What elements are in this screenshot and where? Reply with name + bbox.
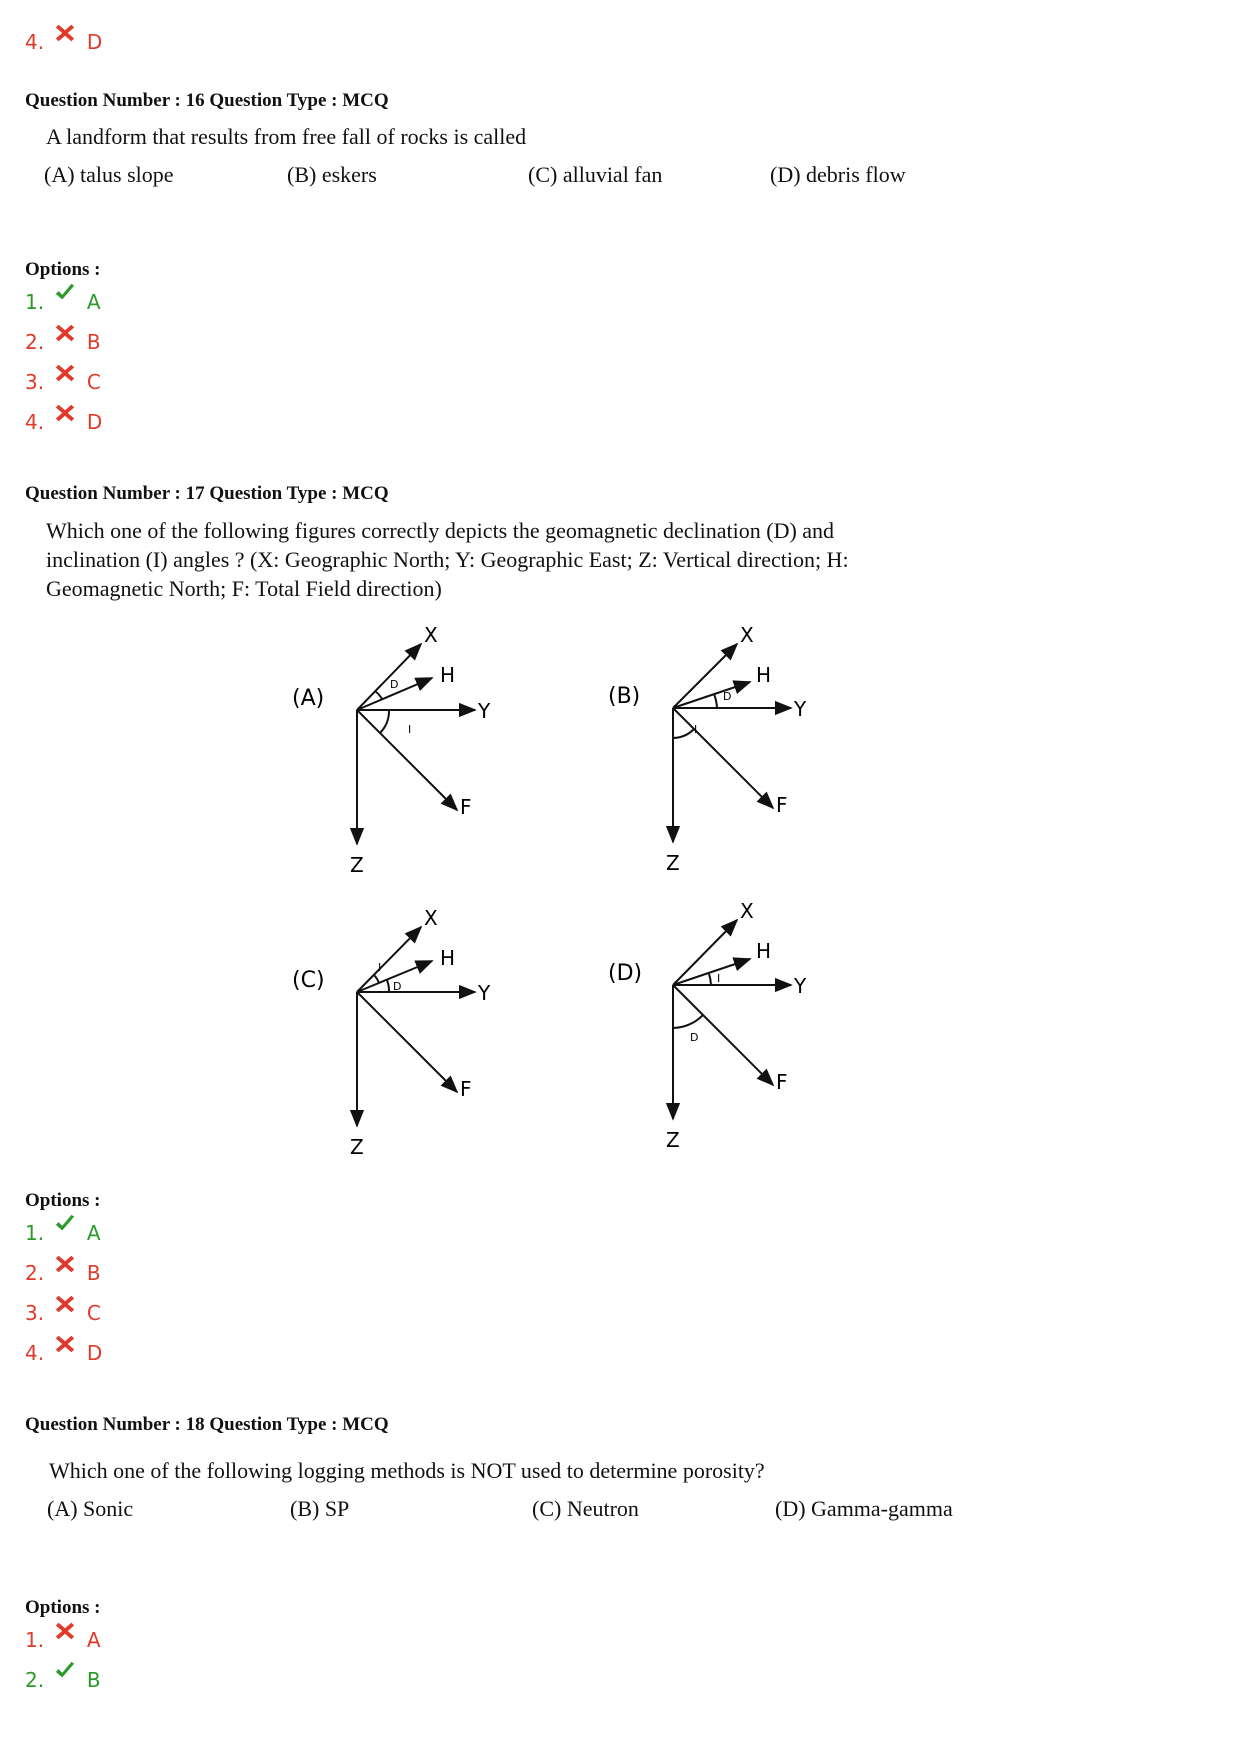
axis-y-label: Y	[478, 699, 491, 723]
cross-icon	[54, 1253, 76, 1275]
axis-x-label: X	[424, 906, 438, 930]
question-text-line: Which one of the following figures correctly depicts the geomagnetic declination (D) and	[46, 518, 835, 543]
figure-label: (B)	[608, 684, 641, 709]
angle-arc-upper	[709, 974, 711, 985]
option-label: D	[86, 1340, 103, 1365]
cross-icon	[54, 322, 76, 344]
axis-x-label: X	[740, 899, 754, 923]
axis-f-arrow	[673, 708, 773, 808]
axis-z-label: Z	[350, 853, 364, 877]
cross-icon	[54, 362, 76, 384]
axis-y-label: Y	[794, 697, 807, 721]
axis-h-label: H	[440, 663, 456, 687]
cross-icon	[54, 22, 76, 44]
angle-arc-lower	[673, 1015, 703, 1028]
angle-arc-upper	[714, 694, 717, 708]
option-item	[25, 408, 102, 436]
choice-a: (A) talus slope	[44, 162, 174, 187]
figure-label: (C)	[292, 968, 325, 993]
question-text: Which one of the following logging methods is NOT used to determine porosity?	[49, 1458, 765, 1483]
axis-z-label: Z	[666, 851, 680, 875]
axis-f-label: F	[460, 795, 472, 819]
option-label: D	[86, 409, 103, 434]
axis-h-label: H	[756, 939, 772, 963]
axis-f-label: F	[776, 793, 788, 817]
option-label: A	[86, 289, 101, 314]
options-heading: Options :	[25, 1190, 101, 1211]
angle-upper-label: I	[717, 972, 721, 985]
question-header: Question Number : 17 Question Type : MCQ	[25, 483, 389, 504]
angle-arc-upper	[374, 975, 379, 983]
check-icon	[54, 282, 76, 304]
option-number: 2.	[25, 329, 45, 354]
cross-icon	[54, 402, 76, 424]
axis-f-arrow	[357, 992, 457, 1092]
option-label: B	[86, 329, 101, 354]
choice-c: (C) alluvial fan	[528, 162, 663, 187]
axis-h-arrow	[673, 682, 750, 708]
option-label: C	[86, 1300, 101, 1325]
choice-b: (B) SP	[290, 1496, 350, 1521]
check-icon	[54, 1660, 76, 1682]
option-item	[25, 1626, 101, 1654]
cross-icon	[54, 1293, 76, 1315]
figure-d	[596, 896, 836, 1166]
axis-f-arrow	[673, 985, 773, 1085]
axis-f-label: F	[776, 1070, 788, 1094]
choice-d: (D) debris flow	[770, 162, 906, 187]
axis-h-label: H	[756, 663, 772, 687]
option-number: 4.	[25, 1340, 45, 1365]
option-label: B	[86, 1260, 101, 1285]
axis-z-label: Z	[666, 1128, 680, 1152]
figure-label: (A)	[292, 686, 325, 711]
figure-b	[596, 620, 836, 890]
option-number: 3.	[25, 369, 45, 394]
angle-arc-lower	[673, 729, 694, 738]
options-heading: Options :	[25, 259, 101, 280]
question-text-line: Geomagnetic North; F: Total Field direction)	[46, 576, 442, 601]
axis-z-label: Z	[350, 1135, 364, 1159]
option-label: B	[86, 1667, 101, 1692]
option-number: 4.	[25, 409, 45, 434]
angle-lower-label: I	[408, 723, 412, 736]
angle-upper-label: D	[390, 678, 399, 691]
axis-y-label: Y	[478, 981, 491, 1005]
angle-lower-label: D	[690, 1031, 699, 1044]
cross-icon	[54, 1620, 76, 1642]
axis-x-arrow	[357, 644, 421, 710]
choice-d: (D) Gamma-gamma	[775, 1496, 953, 1521]
option-number: 2.	[25, 1667, 45, 1692]
angle-upper-label: D	[723, 690, 732, 703]
option-label: A	[86, 1627, 101, 1652]
choice-c: (C) Neutron	[532, 1496, 639, 1521]
check-icon	[54, 1213, 76, 1235]
axis-x-label: X	[424, 623, 438, 647]
axis-f-label: F	[460, 1077, 472, 1101]
angle-upper-label: I	[378, 961, 382, 974]
angle-arc-lower	[380, 710, 389, 733]
question-text-line: inclination (I) angles ? (X: Geographic North; Y: Geographic East; Z: Vertical direction; H:	[46, 547, 849, 572]
option-label: D	[86, 29, 103, 54]
option-number: 1.	[25, 1220, 45, 1245]
question-header: Question Number : 16 Question Type : MCQ	[25, 90, 389, 111]
option-item	[25, 328, 101, 356]
question-text: A landform that results from free fall of rocks is called	[46, 124, 527, 149]
axis-f-arrow	[357, 710, 457, 810]
option-label: C	[86, 369, 101, 394]
option-item	[25, 288, 101, 316]
cross-icon	[54, 1333, 76, 1355]
option-label: A	[86, 1220, 101, 1245]
angle-arc-lower	[387, 980, 389, 992]
option-number: 1.	[25, 1627, 45, 1652]
choice-b: (B) eskers	[287, 162, 377, 187]
figure-a	[280, 620, 520, 890]
options-heading: Options :	[25, 1597, 101, 1618]
option-number: 4.	[25, 29, 45, 54]
angle-arc-upper	[375, 691, 382, 699]
option-item	[25, 1299, 101, 1327]
option-number: 2.	[25, 1260, 45, 1285]
option-number: 3.	[25, 1300, 45, 1325]
option-item	[25, 1219, 101, 1247]
angle-lower-label: I	[694, 723, 698, 736]
option-item	[25, 1339, 102, 1367]
question-header: Question Number : 18 Question Type : MCQ	[25, 1414, 389, 1435]
axis-y-label: Y	[794, 974, 807, 998]
figure-label: (D)	[608, 961, 643, 986]
axis-h-label: H	[440, 946, 456, 970]
axis-x-label: X	[740, 623, 754, 647]
choice-a: (A) Sonic	[47, 1496, 134, 1521]
option-item	[25, 28, 102, 56]
option-item	[25, 368, 101, 396]
figure-c	[280, 903, 520, 1173]
axis-x-arrow	[357, 927, 421, 992]
option-item	[25, 1666, 101, 1694]
option-item	[25, 1259, 101, 1287]
angle-lower-label: D	[393, 980, 402, 993]
option-number: 1.	[25, 289, 45, 314]
